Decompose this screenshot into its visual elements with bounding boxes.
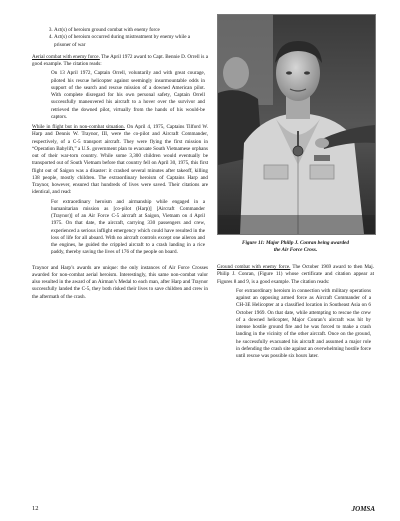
aerial-citation: On 13 April 1972, Captain Orrell, voluntarily and with great courage, piloted his rescue helicopter against seemingly insurmountable odds in support of the search and rescue mission of a downed American pilot. With complete disregard for his own personal safety, Captain Orrell successfully maneuvered his aircraft to a hover over the survivor and retrieved the downed pilot, virtually from the hands of his would-be captors.: [51, 70, 205, 120]
aerial-text: The April 1972 award to Capt. Bennie D. Orrell is a good example. The citation reads:: [32, 53, 208, 67]
right-column: [217, 14, 374, 363]
page-footer: [32, 505, 375, 515]
flight-heading: While in flight but in non-combat situation.: [32, 124, 125, 130]
conran-award-photo: [217, 14, 376, 235]
aerial-heading: Aerial combat with enemy force.: [32, 53, 100, 60]
flight-citation: For extraordinary heroism and airmanship while engaged in a humanitarian mission as [co-pilot (Harp)] [Aircraft Commander (Traynor)] of an Air Force C-5 aircraft at Saigon, Vietnam on 4 April 1975. On that date, the aircraft, carrying 330 passengers and crew, experienced a serious inflight emergency which could have resulted in the loss of life for all aboard. With no aircraft controls except one aileron and the engines, he guided the crippled aircraft to a crash landing in a rice paddy, thereby saving the lives of 176 of the people on board.: [51, 198, 205, 256]
page-number: 12: [32, 505, 39, 512]
ground-paragraph: [217, 264, 374, 286]
flight-closing-paragraph: Traynor and Harp’s awards are unique: the only instances of Air Force Crosses awarded for non-combat aerial heroism. Interestingly, this same non-combat valor also resulted in the award of an Airman’s Medal to each man, after Harp and Traynor successfully landed the C-5, they both risked their lives to save children and crew in the aftermath of the crash.: [32, 264, 208, 300]
list-item: 3. Act(s) of heroism ground combat with enemy force: [54, 27, 208, 34]
ground-citation: For extraordinary heroism in connection with military operations against an opposing armed force as Aircraft Commander of a CH-3E Helicopter at a classified location in Southeast Asia on 6 October 1969. On that date, while attempting to rescue the crew of a downed helicopter, Major Conran’s aircraft was hit by intense hostile ground fire and he was forced to make a crash landing in the vicinity of the other aircraft. Once on the ground, he successfully evacuated his aircraft and assumed a major role in defending the crash site against an overwhelming hostile force until rescue was possible six hours later.: [236, 287, 371, 360]
caption-line-1: Figure 11: Major Philip J. Conran being awarded: [242, 240, 349, 246]
figure-caption: [217, 240, 374, 253]
aerial-paragraph: [32, 54, 208, 69]
journal-name: JOMSA: [351, 505, 375, 513]
ground-heading: Ground combat with enemy force.: [217, 264, 291, 271]
flight-text: On April 4, 1975, Captains Tilford W. Harp and Dennis W. Traynor, III, were the co-pilot and Aircraft Commander, respectively, of a C-5 transport aircraft. They were flying the first mission in “Operation Babylift,” a U.S. government plan to evacuate South Vietnamese orphans out of their war-torn country. While some 3,300 children would eventually be transported out of South Vietnam before that country fell on April 30, 1975, this first flight out of Saigon was a disaster: it crashed several minutes after takeoff, killing 138 people, mostly children. The extraordinary heroism of Captains Harp and Traynor, however, ensured that hundreds of lives were saved. Their citations are identical, and read:: [32, 124, 208, 196]
list-item: 4. Act(s) of heroism occurred during mistreatment by enemy while a prisoner of war: [54, 34, 208, 49]
flight-paragraph: [32, 124, 208, 197]
left-column: [32, 27, 208, 301]
caption-line-2: the Air Force Cross.: [273, 246, 318, 253]
ground-text: The October 1969 award to then Maj. Philip J. Conran, (Figure 11) whose certificate and citation appear at Figures 8 and 9, is a good example. The citation reads:: [217, 264, 374, 285]
acts-list: [32, 27, 208, 49]
